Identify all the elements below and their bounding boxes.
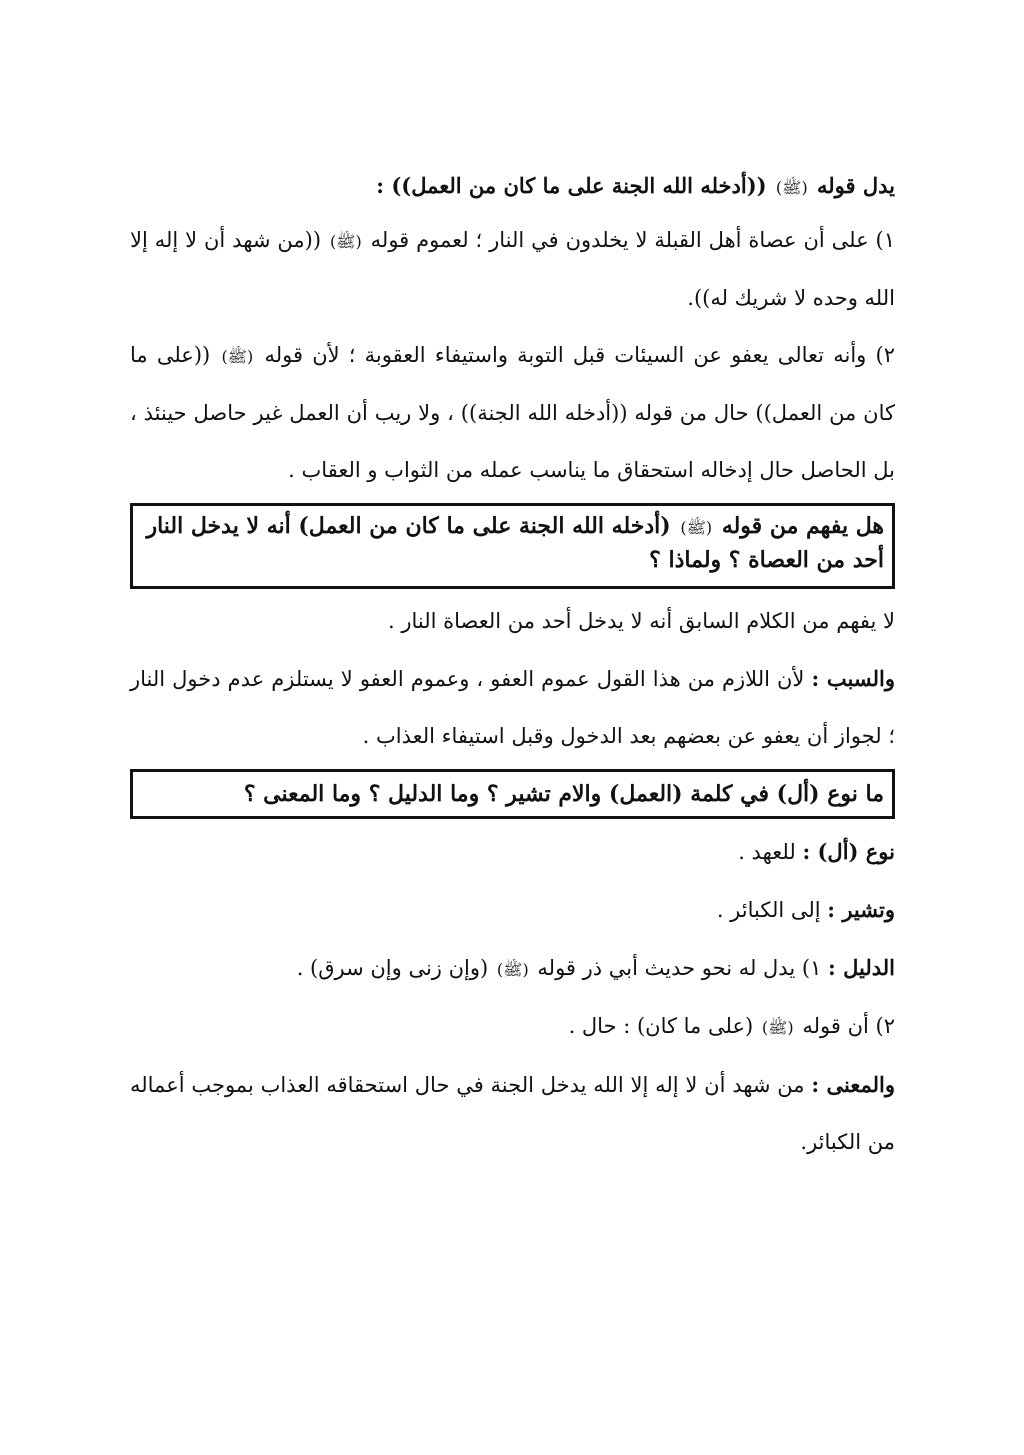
honorific-mark: (ﷺ) [496,960,529,979]
meaning-label: والمعنى : [811,1072,895,1097]
evidence-text-b: (وإن زنى وإن سرق) . [296,956,489,980]
intro-heading-quote: ((أدخله الله الجنة على ما كان من العمل)) : [376,173,767,198]
question-2-box [130,769,895,819]
honorific-mark: (ﷺ) [761,1018,794,1037]
point-1-paragraph [130,212,895,327]
evidence-2-text-b: (على ما كان) : حال . [568,1014,754,1038]
answer-2-meaning-paragraph [130,1056,895,1171]
reason-label: والسبب : [811,666,895,691]
type-text: للعهد . [738,840,796,864]
answer-2-refer-line [130,881,895,939]
point-2-text-b: ((على ما كان من العمل)) حال من قوله ((أدخله الله الجنة)) ، ولا ريب أن العمل غير حاصل حينئذ ، بل الحاصل حال إدخاله استحقاق ما يناسب عمله من الثواب و العقاب . [130,343,895,482]
refer-text: إلى الكبائر . [716,898,821,922]
document-page [130,162,895,1171]
honorific-mark: (ﷺ) [775,178,808,197]
answer-1-paragraph [130,593,895,650]
point-2-text-a: ٢) وأنه تعالى يعفو عن السيئات قبل التوبة واستيفاء العقوبة ؛ لأن قوله [264,343,895,367]
point-1-text-b: ((من شهد أن لا إله إلا الله وحده لا شريك له)). [130,228,895,310]
point-2-paragraph [130,327,895,499]
reason-text: لأن اللازم من هذا القول عموم العفو ، وعموم العفو لا يستلزم عدم دخول النار ؛ لجواز أن يعفو عن بعضهم بعد الدخول وقبل استيفاء العذاب . [130,667,895,748]
answer-1-text: لا يفهم من الكلام السابق أنه لا يدخل أحد من العصاة النار . [387,609,895,633]
question-1-text-b: (أدخله الله الجنة على ما كان من العمل) أنه لا يدخل النار أحد من العصاة ؟ ولماذا ؟ [146,513,884,573]
question-1-box [130,503,895,589]
question-2-text: ما نوع (أل) في كلمة (العمل) والام تشير ؟ وما الدليل ؟ وما المعنى ؟ [243,781,884,807]
evidence-label: الدليل : [828,955,895,980]
answer-2-evidence-line [130,939,895,998]
honorific-mark: (ﷺ) [329,232,362,251]
evidence-text-a: ١) يدل له نحو حديث أبي ذر قوله [537,956,822,980]
question-1-text-a: هل يفهم من قوله [721,513,884,539]
intro-heading [130,162,895,212]
type-label: نوع (أل) : [802,839,895,864]
evidence-2-text-a: ٢) أن قوله [802,1014,895,1038]
meaning-text: من شهد أن لا إله إلا الله يدخل الجنة في حال استحقاقه العذاب بموجب أعماله من الكبائر. [130,1073,895,1154]
point-1-text-a: ١) على أن عصاة أهل القبلة لا يخلدون في النار ؛ لعموم قوله [370,228,895,252]
intro-heading-lead: يدل قوله [817,173,895,198]
honorific-mark: (ﷺ) [680,518,713,537]
answer-2-evidence-2-line [130,998,895,1056]
refer-label: وتشير : [827,897,895,922]
answer-1-reason-paragraph [130,650,895,765]
answer-2-type-line [130,823,895,881]
honorific-mark: (ﷺ) [221,347,254,366]
